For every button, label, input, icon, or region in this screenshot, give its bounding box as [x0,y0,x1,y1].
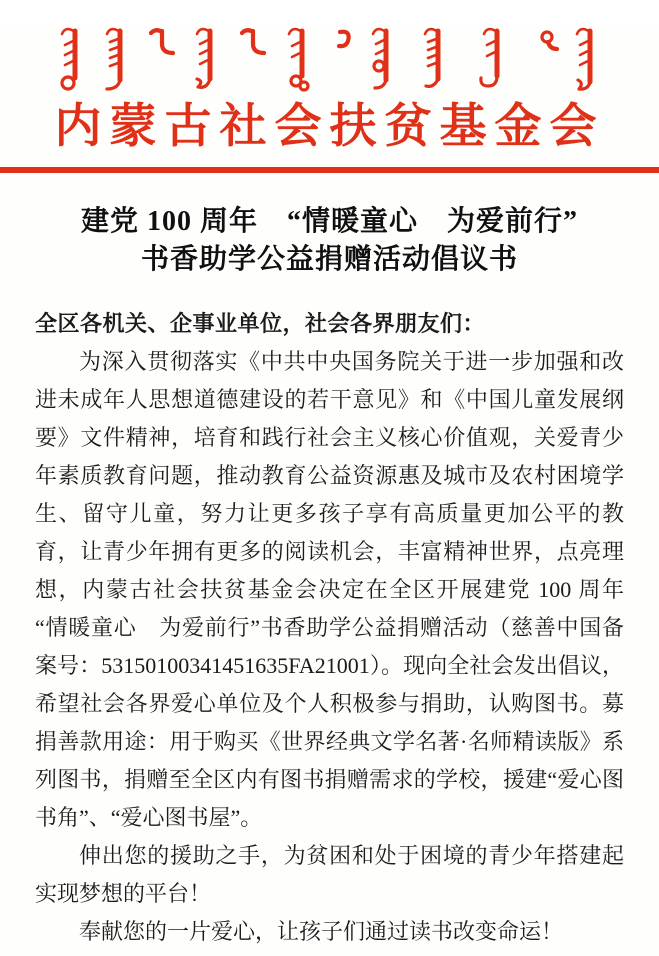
salutation-line: 全区各机关、企事业单位，社会各界朋友们： [35,311,486,336]
document-title [0,203,659,279]
document-title-line2: 书香助学公益捐赠活动倡议书 [140,244,518,275]
document-title-line1: 建党 100 周年 “情暖童心 为爱前行” [80,206,578,237]
org-name-title: 内蒙古社会扶贫基金会 [54,101,605,153]
mongolian-script-icon [50,26,610,92]
document-body [35,305,647,951]
body-paragraph: 为深入贯彻落实《中共中央国务院关于进一步加强和改进未成年人思想道德建设的若干意见》和《中国儿童发展纲要》文件精神，培育和践行社会主义核心价值观，关爱青少年素质教育问题，推动教育公益资源惠及城市及农村困境学生、留守儿童，努力让更多孩子享有高质量更加公平的教育，让青少年拥有更多的阅读机会，丰富精神世界，点亮理想，内蒙古社会扶贫基金会决定在全区开展建党 100 周年 “情暖童心 为爱前行”书香助学公益捐赠活动（慈善中国备案号：53150100341451635FA21001）。现向全社会发出倡议，希望社会各界爱心单位及个人积极参与捐助，认购图书。募捐善款用途：用于购买《世界经典文学名著·名师精读版》系列图书，捐赠至全区内有图书捐赠需求的学校，援建“爱心图书角”、“爱心图书屋”。 [35,349,647,830]
document-page [0,26,659,956]
header-divider-rule [0,167,659,173]
body-paragraph: 奉献您的一片爱心，让孩子们通过读书改变命运！ [79,919,564,944]
body-paragraph: 伸出您的援助之手，为贫困和处于困境的青少年搭建起实现梦想的平台！ [35,843,624,906]
mongolian-script-logo [50,26,610,92]
